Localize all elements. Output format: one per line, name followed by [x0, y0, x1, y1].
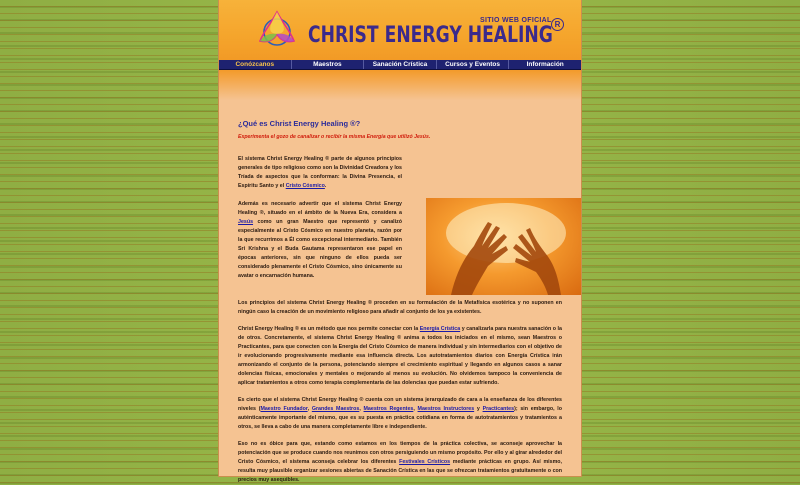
- link-maestros-regentes[interactable]: Maestros Regentes: [363, 406, 414, 412]
- paragraph-2-text-b: como un gran Maestro que representó y canalizó especialmente al Cristo Cósmico en nuestro planeta, razón por la que recurrimos a Él como excepcional intermediario. También Sri Krishna y el Buda Gautama representaron ese papel en épocas anteriores, sin que ninguno de ellos pueda ser considerado plenamente el Cristo Cósmico, sino únicamente su avatar o encarnación humana.: [238, 219, 402, 279]
- open-hands-photo: [426, 198, 581, 295]
- intro-block: [238, 155, 562, 288]
- page-tagline: Experimenta el gozo de canalizar o recibir la misma Energía que utilizó Jesús.: [238, 134, 431, 140]
- nav-item-cursos-eventos[interactable]: Cursos y Eventos: [437, 60, 510, 69]
- paragraph-5-text-b: ); sin embargo, lo auténticamente importante del mismo, que es su puesta en práctica cotidiana en forma de autotratamientos y tratamientos a otros, se lleva a cabo de una manera completamente libre e independiente.: [238, 406, 562, 430]
- paragraph-1-text: El sistema Christ Energy Healing ® parte de algunos principios generales de tipo religioso como son la Divinidad Creadora y los Tríada de aspectos que la conforman: la Divina Presencia, el Espíritu Santo y el: [238, 156, 402, 189]
- paragraph-6-text-a: Eso no es óbice para que, estando como estamos en los tiempos de la práctica colectiva, se aconseje aprovechar la potenciación que se produce cuando nos reunimos con otros persiguiendo un mismo propósito. Por ello y al girar alrededor del Cristo Cósmico, el sistema aconseja celebrar los diferentes: [238, 441, 562, 465]
- paragraph-5-text-a: Es cierto que el sistema Christ Energy Healing ® cuenta con un sistema jerarquizado de cara a la enseñanza de los diferentes niveles (: [238, 397, 562, 412]
- link-energia-cristica[interactable]: Energía Crística: [419, 326, 461, 332]
- link-practicantes[interactable]: Practicantes: [482, 406, 515, 412]
- paragraph-2: [238, 200, 402, 281]
- paragraph-4-text-b: y canalizarla para nuestra sanación o la de otros. Concretamente, el sistema Christ Energy Healing ® anima a todos los iniciados en el mismo, sean Maestros o Practicantes, para que conecten con la Energía del Cristo Cósmico de manera individual y sin intermediarios con el objetivo de ir evolucionando progresivamente mediante esa influencia directa. Los autotratamientos diarios con Energía Crística irán armonizando el conjunto de la persona, potenciando siempre el crecimiento espiritual y llegando en algunos casos a sanar dolencias físicas, emocionales y mentales o mejorando al menos su evolución. No olvidemos tampoco la conveniencia de aplicar tratamientos a otros como terapia complementaria de las dolencias que puedan estar sufriendo.: [238, 326, 562, 386]
- nav-item-conozcanos[interactable]: Conózcanos: [219, 60, 292, 69]
- paragraph-4: [238, 325, 562, 388]
- main-nav: [219, 60, 581, 70]
- paragraph-4-text-a: Christ Energy Healing ® es un método que nos permite conectar con la: [238, 326, 419, 332]
- link-grandes-maestros[interactable]: Grandes Maestros: [311, 406, 360, 412]
- registered-mark: R: [551, 18, 564, 31]
- site-subtitle: SITIO WEB OFICIAL: [480, 17, 552, 24]
- paragraph-3: Los principios del sistema Christ Energy Healing ® proceden en su formulación de la Metafísica esotérica y no suponen en ningún caso la creación de un movimiento religioso para añadir al conjunto de los ya existentes.: [238, 300, 562, 315]
- link-maestro-fundador[interactable]: Maestro Fundador: [260, 406, 308, 412]
- sep-2: ,: [359, 406, 364, 412]
- site-title[interactable]: CHRIST ENERGY HEALING: [308, 23, 553, 48]
- link-festivales-cristicos[interactable]: Festivales Crísticos: [399, 459, 451, 465]
- paragraph-6: [238, 440, 562, 485]
- link-maestros-instructores[interactable]: Maestros Instructores: [417, 406, 475, 412]
- main-content: [238, 119, 562, 485]
- sep-4: y: [474, 406, 483, 412]
- nav-item-sanacion-cristica[interactable]: Sanación Crística: [364, 60, 437, 69]
- paragraph-6-text-b: mediante prácticas en grupo. Así mismo, resulta muy plausible organizar sesiones abiertas de Sanación Crística en las que se ofrezcan tratamientos gratuitamente o con precios muy asequibles.: [238, 459, 562, 483]
- intro-text-column: [238, 155, 402, 281]
- paragraph-2-text-a: Además es necesario advertir que el sistema Christ Energy Healing ®, situado en el ámbito de la Nueva Era, considera a: [238, 201, 402, 216]
- triquetra-logo-icon[interactable]: [254, 7, 300, 53]
- nav-item-informacion[interactable]: Información: [526, 61, 564, 68]
- sep-1: ,: [307, 406, 312, 412]
- link-cristo-cosmico[interactable]: Cristo Cósmico: [285, 183, 325, 189]
- sep-3: ,: [413, 406, 418, 412]
- page-container: [219, 0, 581, 483]
- paragraph-1-end: .: [324, 183, 327, 189]
- link-jesus[interactable]: Jesús: [238, 219, 254, 225]
- nav-item-maestros[interactable]: Maestros: [292, 60, 365, 69]
- page-title: ¿Qué es Christ Energy Healing ®?: [238, 119, 361, 128]
- header-gradient-band: [219, 70, 581, 100]
- paragraph-5: [238, 396, 562, 432]
- site-header: [219, 0, 581, 61]
- paragraph-1: [238, 155, 402, 191]
